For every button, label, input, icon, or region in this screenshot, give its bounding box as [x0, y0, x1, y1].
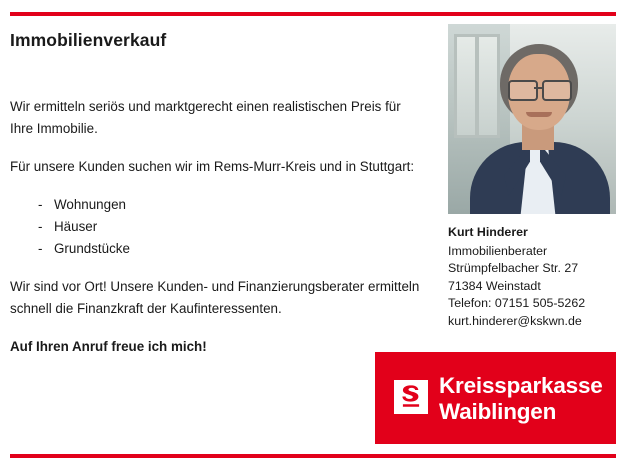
sparkasse-s-icon: [394, 380, 428, 414]
bank-logo-text: [439, 373, 603, 425]
bullet-dash: -: [38, 219, 43, 234]
contact-street: Strümpfelbacher Str. 27: [448, 261, 579, 275]
advisor-portrait-photo: [448, 24, 616, 214]
property-type-list: [10, 194, 420, 260]
paragraph-3: Wir sind vor Ort! Unsere Kunden- und Finanzierungsberater ermitteln schnell die Finanzkraft der Kaufinteressenten.: [10, 279, 420, 316]
list-item: [10, 194, 420, 216]
photo-mouth: [526, 112, 552, 117]
contact-phone: Telefon: 07151 505-5262: [448, 296, 586, 310]
photo-window: [454, 34, 500, 138]
contact-city: 71384 Weinstadt: [448, 278, 541, 293]
list-item-label: Häuser: [54, 219, 98, 234]
closing-line: Auf Ihren Anruf freue ich mich!: [10, 339, 207, 354]
bank-logo-line1: Kreissparkasse: [439, 373, 603, 398]
contact-block: [448, 224, 624, 330]
glasses-bridge: [534, 87, 542, 89]
bank-logo-line2: Waiblingen: [439, 399, 557, 424]
top-divider-rule: [10, 12, 616, 16]
paragraph-2: Für unsere Kunden suchen wir im Rems-Murr-Kreis und in Stuttgart:: [10, 159, 415, 174]
contact-name: Kurt Hinderer: [448, 225, 528, 239]
glasses-lens-left: [508, 80, 538, 101]
bullet-dash: -: [38, 241, 43, 256]
glasses-icon: [506, 80, 572, 97]
list-item: [10, 238, 420, 260]
glasses-lens-right: [542, 80, 572, 101]
contact-email: kurt.hinderer@kskwn.de: [448, 313, 582, 328]
list-item-label: Wohnungen: [54, 197, 126, 212]
paragraph-1: Wir ermitteln seriös und marktgerecht einen realistischen Preis für Ihre Immobilie.: [10, 99, 401, 136]
bottom-divider-rule: [10, 454, 616, 458]
bullet-dash: -: [38, 197, 43, 212]
contact-role: Immobilienberater: [448, 243, 548, 258]
list-item-label: Grundstücke: [54, 241, 130, 256]
list-item: [10, 216, 420, 238]
bank-logo-block: [375, 352, 616, 444]
body-copy: [10, 96, 420, 358]
page-title: Immobilienverkauf: [10, 30, 167, 50]
